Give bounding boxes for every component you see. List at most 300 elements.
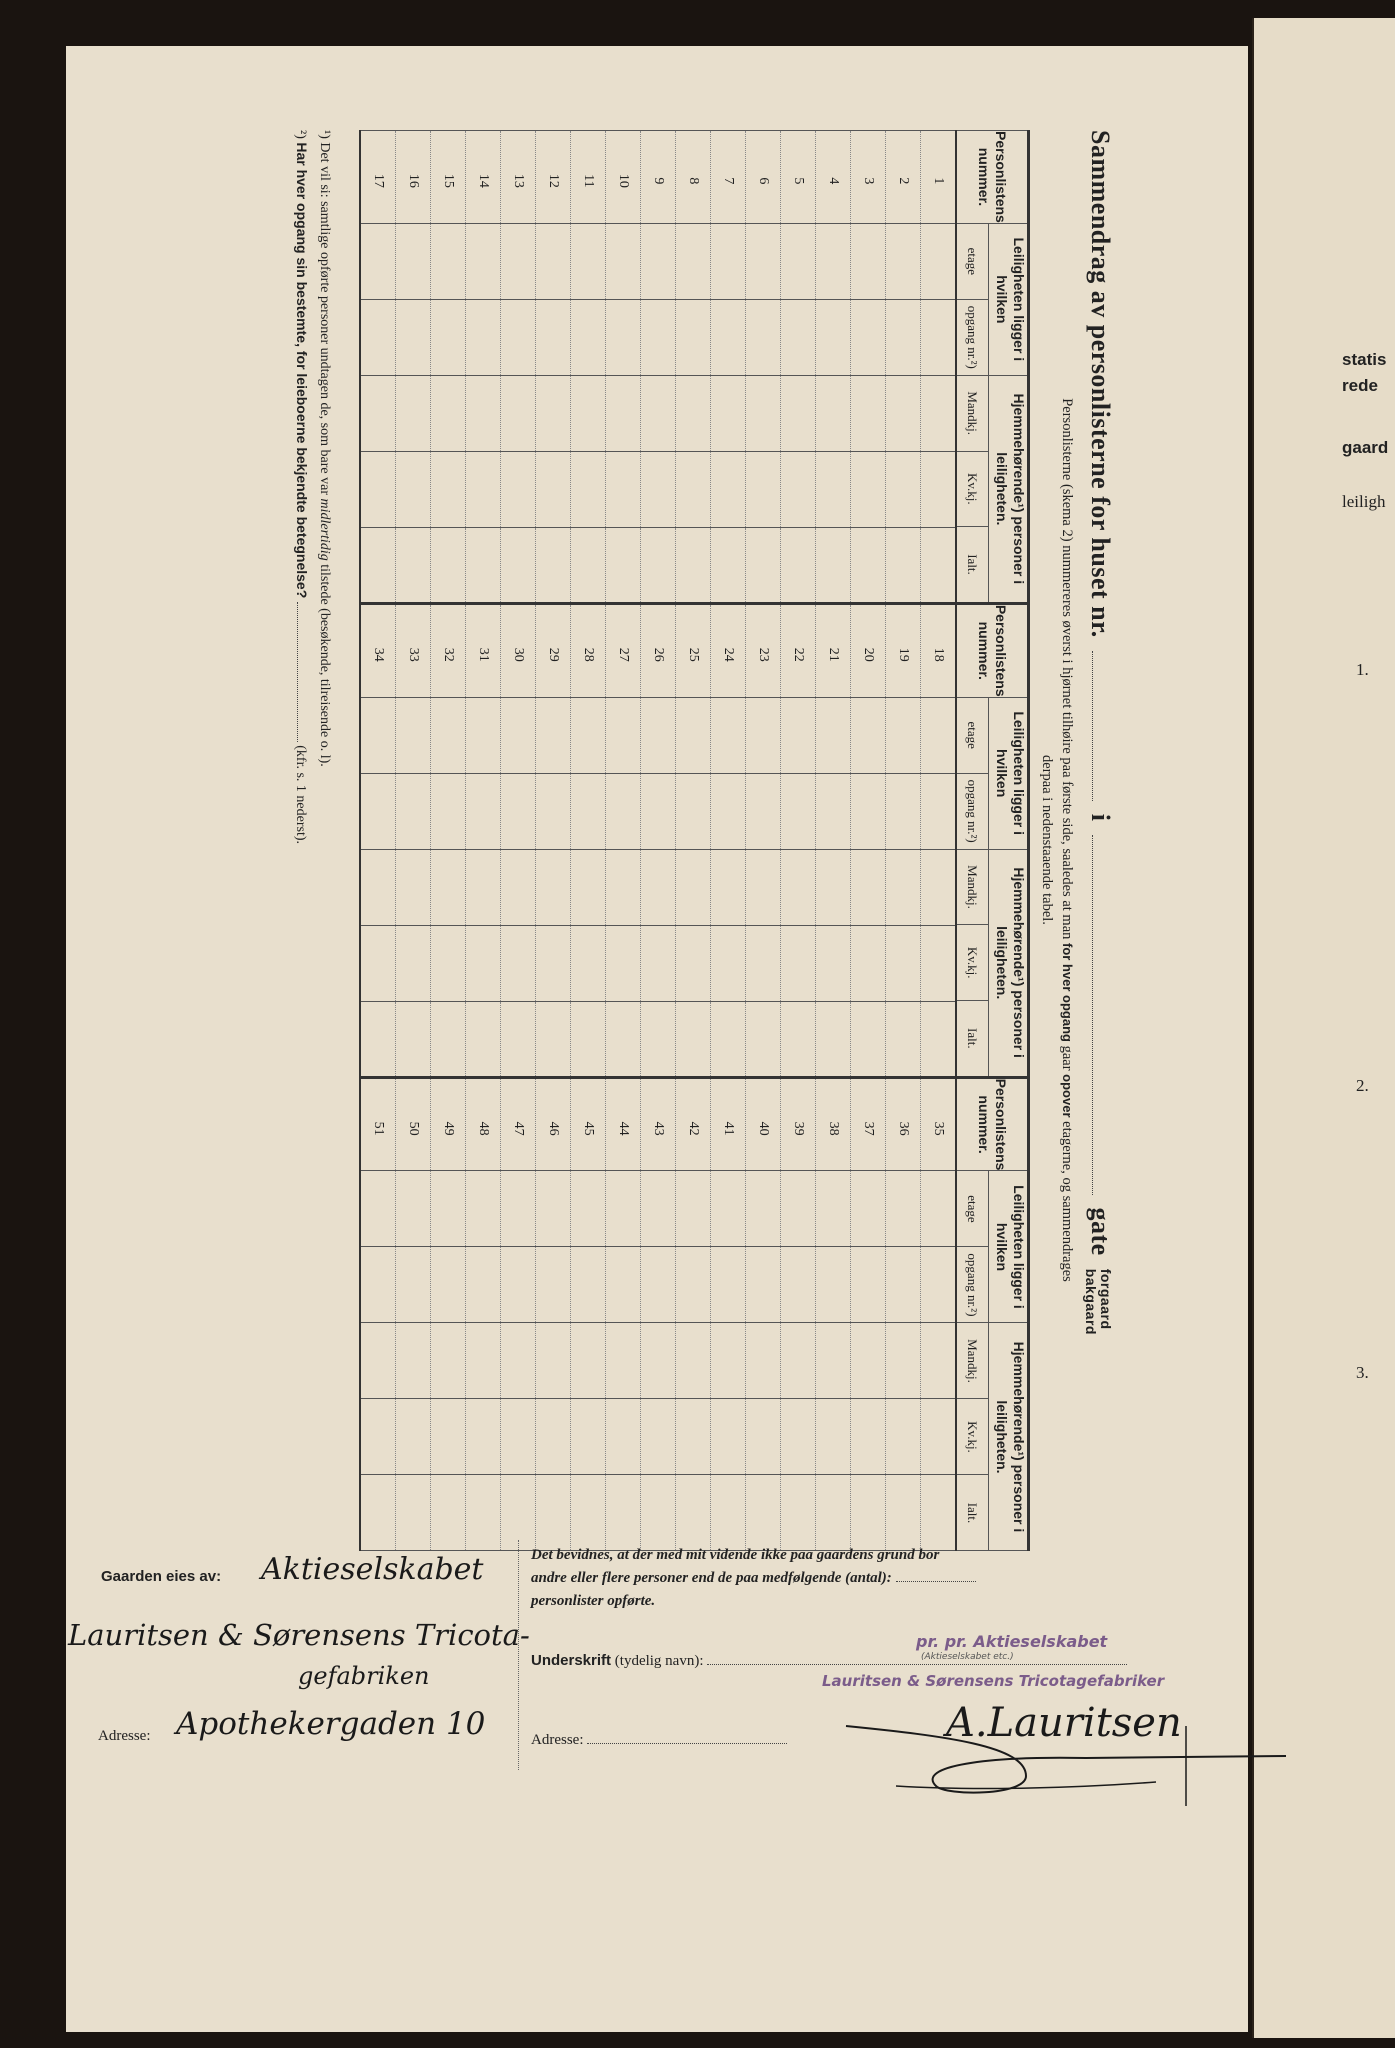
entry-cell[interactable]: [781, 849, 816, 925]
entry-cell[interactable]: [711, 849, 746, 925]
header-hjemme: Hjemmehørende¹) personer i leiligheten. Mandkj. Kv.kj. Ialt.: [956, 849, 1029, 1077]
street-field[interactable]: [1092, 835, 1093, 1195]
entry-cell[interactable]: [396, 1399, 431, 1475]
signature-field[interactable]: [707, 1664, 1127, 1665]
person-list-number: 44: [606, 1077, 641, 1171]
entry-cell[interactable]: [431, 1399, 466, 1475]
owner-handwriting: Lauritsen & Sørensens Tricota-: [68, 1618, 530, 1652]
entry-cell[interactable]: [466, 925, 501, 1001]
entry-cell[interactable]: [746, 1247, 781, 1323]
entry-cell[interactable]: [396, 1323, 431, 1399]
declarant-address-field[interactable]: [587, 1743, 787, 1744]
entry-cell[interactable]: [921, 925, 957, 1001]
entry-cell[interactable]: [781, 1247, 816, 1323]
entry-cell[interactable]: [676, 1001, 711, 1077]
entry-cell[interactable]: [360, 1399, 396, 1475]
entry-cell[interactable]: [816, 773, 851, 849]
entry-cell[interactable]: [360, 375, 396, 451]
entry-cell[interactable]: [816, 451, 851, 527]
entry-cell[interactable]: [886, 451, 921, 527]
entry-cell[interactable]: [431, 299, 466, 375]
entry-cell[interactable]: [851, 773, 886, 849]
entry-cell[interactable]: [501, 1247, 536, 1323]
entry-cell[interactable]: [816, 1399, 851, 1475]
entry-cell[interactable]: [606, 1399, 641, 1475]
section-divider: [518, 1540, 519, 1770]
house-number-field[interactable]: [1092, 651, 1093, 801]
entry-cell[interactable]: [641, 697, 676, 773]
next-page-text: gaard: [1342, 438, 1389, 457]
entry-cell[interactable]: [921, 773, 957, 849]
entry-cell[interactable]: [571, 1399, 606, 1475]
entry-cell[interactable]: [886, 1247, 921, 1323]
table-row: [676, 131, 711, 1551]
entry-cell[interactable]: [641, 1247, 676, 1323]
declarant-address: Adresse:: [531, 1732, 787, 1749]
entry-cell[interactable]: [921, 1001, 957, 1077]
entry-cell[interactable]: [921, 375, 957, 451]
entry-cell[interactable]: [816, 849, 851, 925]
entry-cell[interactable]: [501, 773, 536, 849]
entry-cell[interactable]: [886, 697, 921, 773]
entry-cell[interactable]: [431, 223, 466, 299]
entry-cell[interactable]: [641, 375, 676, 451]
person-list-number: 39: [781, 1077, 816, 1171]
entry-cell[interactable]: [606, 299, 641, 375]
entry-cell[interactable]: [746, 1171, 781, 1247]
entry-cell[interactable]: [501, 697, 536, 773]
entry-cell[interactable]: [466, 697, 501, 773]
entry-cell[interactable]: [851, 375, 886, 451]
company-stamp: Lauritsen & Sørensens Tricotagefabriker: [822, 1672, 1165, 1690]
entry-cell[interactable]: [360, 697, 396, 773]
entry-cell[interactable]: [360, 1247, 396, 1323]
entry-cell[interactable]: [536, 849, 571, 925]
entry-cell[interactable]: [711, 375, 746, 451]
entry-cell[interactable]: [851, 223, 886, 299]
entry-cell[interactable]: [676, 375, 711, 451]
entry-cell[interactable]: [816, 925, 851, 1001]
entry-cell[interactable]: [676, 849, 711, 925]
entry-cell[interactable]: [396, 223, 431, 299]
entry-cell[interactable]: [536, 223, 571, 299]
entry-cell[interactable]: [816, 1247, 851, 1323]
entry-cell[interactable]: [851, 299, 886, 375]
next-page-number: 3.: [1356, 1363, 1369, 1382]
owner-handwriting: gefabriken: [298, 1662, 430, 1690]
entry-cell[interactable]: [606, 773, 641, 849]
person-list-number: 42: [676, 1077, 711, 1171]
entry-cell[interactable]: [711, 773, 746, 849]
entry-cell[interactable]: [360, 1001, 396, 1077]
entry-cell[interactable]: [536, 1001, 571, 1077]
entry-cell[interactable]: [676, 773, 711, 849]
entry-cell[interactable]: [606, 849, 641, 925]
entry-cell[interactable]: [816, 697, 851, 773]
entry-cell[interactable]: [641, 925, 676, 1001]
header-leilighet: Leiligheten ligger i hvilken etage opgang nr.²): [956, 697, 1029, 849]
entry-cell[interactable]: [711, 299, 746, 375]
entry-cell[interactable]: [921, 299, 957, 375]
entry-cell[interactable]: [606, 1171, 641, 1247]
entry-cell[interactable]: [641, 223, 676, 299]
entry-cell[interactable]: [746, 375, 781, 451]
entry-cell[interactable]: [606, 1001, 641, 1077]
entry-cell[interactable]: [536, 527, 571, 603]
entry-cell[interactable]: [606, 1247, 641, 1323]
entry-cell[interactable]: [921, 223, 957, 299]
entry-cell[interactable]: [431, 1323, 466, 1399]
entry-cell[interactable]: [746, 1001, 781, 1077]
entry-cell[interactable]: [641, 773, 676, 849]
person-list-number: 45: [571, 1077, 606, 1171]
person-list-number: 37: [851, 1077, 886, 1171]
entry-cell[interactable]: [711, 697, 746, 773]
entry-cell[interactable]: [886, 299, 921, 375]
table-row: [501, 131, 536, 1551]
entry-cell[interactable]: [501, 1323, 536, 1399]
person-list-number: 22: [781, 603, 816, 697]
entry-cell[interactable]: [676, 1171, 711, 1247]
entry-cell[interactable]: [781, 925, 816, 1001]
entry-cell[interactable]: [851, 527, 886, 603]
person-list-number: 14: [466, 131, 501, 224]
entry-cell[interactable]: [466, 1323, 501, 1399]
entry-cell[interactable]: [816, 375, 851, 451]
entry-cell[interactable]: [851, 697, 886, 773]
entry-cell[interactable]: [536, 1247, 571, 1323]
next-page-text: leiligh: [1342, 492, 1386, 511]
entry-cell[interactable]: [466, 1171, 501, 1247]
entry-cell[interactable]: [396, 773, 431, 849]
person-list-number: 49: [431, 1077, 466, 1171]
entry-cell[interactable]: [641, 1001, 676, 1077]
entry-cell[interactable]: [851, 849, 886, 925]
entry-cell[interactable]: [431, 697, 466, 773]
entry-cell[interactable]: [641, 849, 676, 925]
table-row: [886, 131, 921, 1551]
header-personlist: Personlistens nummer.: [956, 1077, 1029, 1171]
entry-cell[interactable]: [676, 223, 711, 299]
person-list-number: 17: [360, 131, 396, 224]
entry-cell[interactable]: [886, 1171, 921, 1247]
entry-cell[interactable]: [431, 1247, 466, 1323]
person-list-number: 36: [886, 1077, 921, 1171]
entry-cell[interactable]: [431, 1171, 466, 1247]
entry-cell[interactable]: [360, 849, 396, 925]
entry-cell[interactable]: [571, 451, 606, 527]
entry-cell[interactable]: [466, 1001, 501, 1077]
entry-cell[interactable]: [571, 1001, 606, 1077]
entry-cell[interactable]: [360, 773, 396, 849]
entry-cell[interactable]: [431, 925, 466, 1001]
entry-cell[interactable]: [746, 1399, 781, 1475]
entry-cell[interactable]: [396, 527, 431, 603]
entry-cell[interactable]: [536, 697, 571, 773]
owner-address-label: Adresse:: [98, 1728, 151, 1744]
entry-cell[interactable]: [746, 925, 781, 1001]
entry-cell[interactable]: [396, 1001, 431, 1077]
entry-cell[interactable]: [921, 1171, 957, 1247]
entry-cell[interactable]: [501, 849, 536, 925]
entry-cell[interactable]: [360, 527, 396, 603]
entry-cell[interactable]: [781, 773, 816, 849]
entry-cell[interactable]: [746, 451, 781, 527]
entry-cell[interactable]: [711, 451, 746, 527]
entry-cell[interactable]: [360, 1323, 396, 1399]
entry-cell[interactable]: [606, 223, 641, 299]
entry-cell[interactable]: [396, 375, 431, 451]
entry-cell[interactable]: [536, 375, 571, 451]
entry-cell[interactable]: [886, 773, 921, 849]
person-list-number: 29: [536, 603, 571, 697]
entry-cell[interactable]: [851, 1171, 886, 1247]
entry-cell[interactable]: [886, 1399, 921, 1475]
table-row: [851, 131, 886, 1551]
form-title: [1083, 130, 1115, 1630]
entry-cell[interactable]: [606, 1323, 641, 1399]
next-page-text: rede: [1342, 376, 1378, 395]
entry-cell[interactable]: [571, 375, 606, 451]
entry-cell[interactable]: [676, 1399, 711, 1475]
entry-cell[interactable]: [746, 697, 781, 773]
entry-cell[interactable]: [921, 527, 957, 603]
entry-cell[interactable]: [711, 1001, 746, 1077]
entry-cell[interactable]: [921, 451, 957, 527]
entry-cell[interactable]: [571, 527, 606, 603]
bakgaard-label: bakgaard: [1082, 1268, 1099, 1335]
entry-cell[interactable]: [641, 1323, 676, 1399]
entry-cell[interactable]: [816, 299, 851, 375]
underskrift-row: Underskrift (tydelig navn):: [531, 1652, 1127, 1670]
entry-cell[interactable]: [501, 223, 536, 299]
entry-cell[interactable]: [536, 451, 571, 527]
entry-cell[interactable]: [431, 773, 466, 849]
entry-cell[interactable]: [746, 1323, 781, 1399]
entry-cell[interactable]: [781, 451, 816, 527]
entry-cell[interactable]: [886, 223, 921, 299]
entry-cell[interactable]: [711, 1247, 746, 1323]
entry-cell[interactable]: [886, 527, 921, 603]
next-page-number: 2.: [1356, 1076, 1369, 1095]
entry-cell[interactable]: [571, 697, 606, 773]
entry-cell[interactable]: [396, 849, 431, 925]
table-row: [746, 131, 781, 1551]
entry-cell[interactable]: [466, 223, 501, 299]
entry-cell[interactable]: [711, 1323, 746, 1399]
table-row: [536, 131, 571, 1551]
entry-cell[interactable]: [501, 375, 536, 451]
person-list-number: 26: [641, 603, 676, 697]
entry-cell[interactable]: [851, 451, 886, 527]
entry-cell[interactable]: [676, 925, 711, 1001]
entry-cell[interactable]: [816, 1171, 851, 1247]
entry-cell[interactable]: [641, 451, 676, 527]
entry-cell[interactable]: [676, 451, 711, 527]
entry-cell[interactable]: [676, 1323, 711, 1399]
entry-cell[interactable]: [431, 375, 466, 451]
entry-cell[interactable]: [606, 527, 641, 603]
table-header: [956, 131, 1029, 1551]
entry-cell[interactable]: [360, 299, 396, 375]
entry-cell[interactable]: [816, 1001, 851, 1077]
entry-cell[interactable]: [396, 299, 431, 375]
forgaard-label: forgaard: [1097, 1268, 1114, 1330]
entry-cell[interactable]: [571, 223, 606, 299]
table-body: [360, 131, 956, 1551]
entry-cell[interactable]: [571, 1323, 606, 1399]
entry-cell[interactable]: [641, 1399, 676, 1475]
entry-cell[interactable]: [396, 1247, 431, 1323]
entry-cell[interactable]: [711, 1171, 746, 1247]
person-list-number: 16: [396, 131, 431, 224]
entry-cell[interactable]: [571, 1247, 606, 1323]
entry-cell[interactable]: [536, 1171, 571, 1247]
entry-cell[interactable]: [571, 773, 606, 849]
entry-cell[interactable]: [676, 1247, 711, 1323]
entry-cell[interactable]: [711, 1399, 746, 1475]
entry-cell[interactable]: [466, 375, 501, 451]
entry-cell[interactable]: [396, 1171, 431, 1247]
person-list-number: 43: [641, 1077, 676, 1171]
entry-cell[interactable]: [466, 451, 501, 527]
entry-cell[interactable]: [781, 299, 816, 375]
person-list-number: 10: [606, 131, 641, 224]
entry-cell[interactable]: [781, 1323, 816, 1399]
entry-cell[interactable]: [851, 925, 886, 1001]
entry-cell[interactable]: [501, 1171, 536, 1247]
entry-cell[interactable]: [396, 925, 431, 1001]
entry-cell[interactable]: [781, 375, 816, 451]
entry-cell[interactable]: [571, 1171, 606, 1247]
entry-cell[interactable]: [501, 1001, 536, 1077]
entry-cell[interactable]: [781, 527, 816, 603]
entry-cell[interactable]: [886, 375, 921, 451]
table-row: [816, 131, 851, 1551]
entry-cell[interactable]: [431, 1001, 466, 1077]
title-prefix: Sammendrag av personlisterne for huset nr.: [1086, 130, 1115, 638]
entry-cell[interactable]: [360, 451, 396, 527]
entry-cell[interactable]: [746, 527, 781, 603]
entry-cell[interactable]: [431, 527, 466, 603]
entry-cell[interactable]: [466, 1399, 501, 1475]
entry-cell[interactable]: [746, 849, 781, 925]
entry-cell[interactable]: [746, 299, 781, 375]
entry-cell[interactable]: [360, 223, 396, 299]
title-i: i: [1086, 813, 1115, 822]
entry-cell[interactable]: [676, 527, 711, 603]
person-list-number: 33: [396, 603, 431, 697]
person-list-number: 2: [886, 131, 921, 224]
entry-cell[interactable]: [641, 299, 676, 375]
entry-cell[interactable]: [360, 925, 396, 1001]
entry-cell[interactable]: [851, 1247, 886, 1323]
entry-cell[interactable]: [571, 925, 606, 1001]
entry-cell[interactable]: [501, 299, 536, 375]
entry-cell[interactable]: [921, 1247, 957, 1323]
entry-cell[interactable]: [466, 773, 501, 849]
entry-cell[interactable]: [641, 1171, 676, 1247]
entry-cell[interactable]: [571, 299, 606, 375]
entry-cell[interactable]: [921, 1323, 957, 1399]
entry-cell[interactable]: [711, 223, 746, 299]
entry-cell[interactable]: [431, 451, 466, 527]
entry-cell[interactable]: [921, 697, 957, 773]
entry-cell[interactable]: [886, 1001, 921, 1077]
entry-cell[interactable]: [466, 1247, 501, 1323]
entry-cell[interactable]: [571, 849, 606, 925]
entry-cell[interactable]: [851, 1399, 886, 1475]
table-row: [606, 131, 641, 1551]
entry-cell[interactable]: [501, 1399, 536, 1475]
entry-cell[interactable]: [781, 1399, 816, 1475]
entry-cell[interactable]: [851, 1001, 886, 1077]
entry-cell[interactable]: [466, 527, 501, 603]
entry-cell[interactable]: [536, 773, 571, 849]
entry-cell[interactable]: [360, 1171, 396, 1247]
person-list-number: 24: [711, 603, 746, 697]
entry-cell[interactable]: [921, 1399, 957, 1475]
entry-cell[interactable]: [676, 299, 711, 375]
entry-cell[interactable]: [606, 925, 641, 1001]
entry-cell[interactable]: [466, 299, 501, 375]
entry-cell[interactable]: [711, 925, 746, 1001]
entry-cell[interactable]: [536, 1399, 571, 1475]
entry-cell[interactable]: [396, 451, 431, 527]
entry-cell[interactable]: [781, 1001, 816, 1077]
entry-cell[interactable]: [816, 527, 851, 603]
entry-cell[interactable]: [816, 1323, 851, 1399]
entry-cell[interactable]: [816, 223, 851, 299]
entry-cell[interactable]: [536, 299, 571, 375]
entry-cell[interactable]: [781, 1171, 816, 1247]
entry-cell[interactable]: [886, 925, 921, 1001]
signature-section: [66, 1500, 1248, 1800]
entry-cell[interactable]: [781, 223, 816, 299]
entry-cell[interactable]: [676, 697, 711, 773]
person-list-number: 1: [921, 131, 957, 224]
table-row: [711, 131, 746, 1551]
entry-cell[interactable]: [501, 925, 536, 1001]
entry-cell[interactable]: [746, 223, 781, 299]
entry-cell[interactable]: [536, 1323, 571, 1399]
table-row: [431, 131, 466, 1551]
entry-cell[interactable]: [886, 1323, 921, 1399]
entry-cell[interactable]: [781, 697, 816, 773]
entry-cell[interactable]: [396, 697, 431, 773]
next-page-number: 1.: [1356, 660, 1369, 679]
entry-cell[interactable]: [746, 773, 781, 849]
entry-cell[interactable]: [886, 849, 921, 925]
entry-cell[interactable]: [921, 849, 957, 925]
next-page-text: statis: [1342, 350, 1387, 369]
entry-cell[interactable]: [711, 527, 746, 603]
entry-cell[interactable]: [606, 697, 641, 773]
entry-cell[interactable]: [606, 375, 641, 451]
entry-cell[interactable]: [501, 527, 536, 603]
person-list-number: 46: [536, 1077, 571, 1171]
entry-cell[interactable]: [466, 849, 501, 925]
person-list-number: 9: [641, 131, 676, 224]
owner-label: Gaarden eies av:: [101, 1568, 222, 1585]
entry-cell[interactable]: [851, 1323, 886, 1399]
entry-cell[interactable]: [641, 527, 676, 603]
entry-cell[interactable]: [431, 849, 466, 925]
count-field[interactable]: [896, 1581, 976, 1582]
entry-cell[interactable]: [501, 451, 536, 527]
entry-cell[interactable]: [606, 451, 641, 527]
entry-cell[interactable]: [536, 925, 571, 1001]
